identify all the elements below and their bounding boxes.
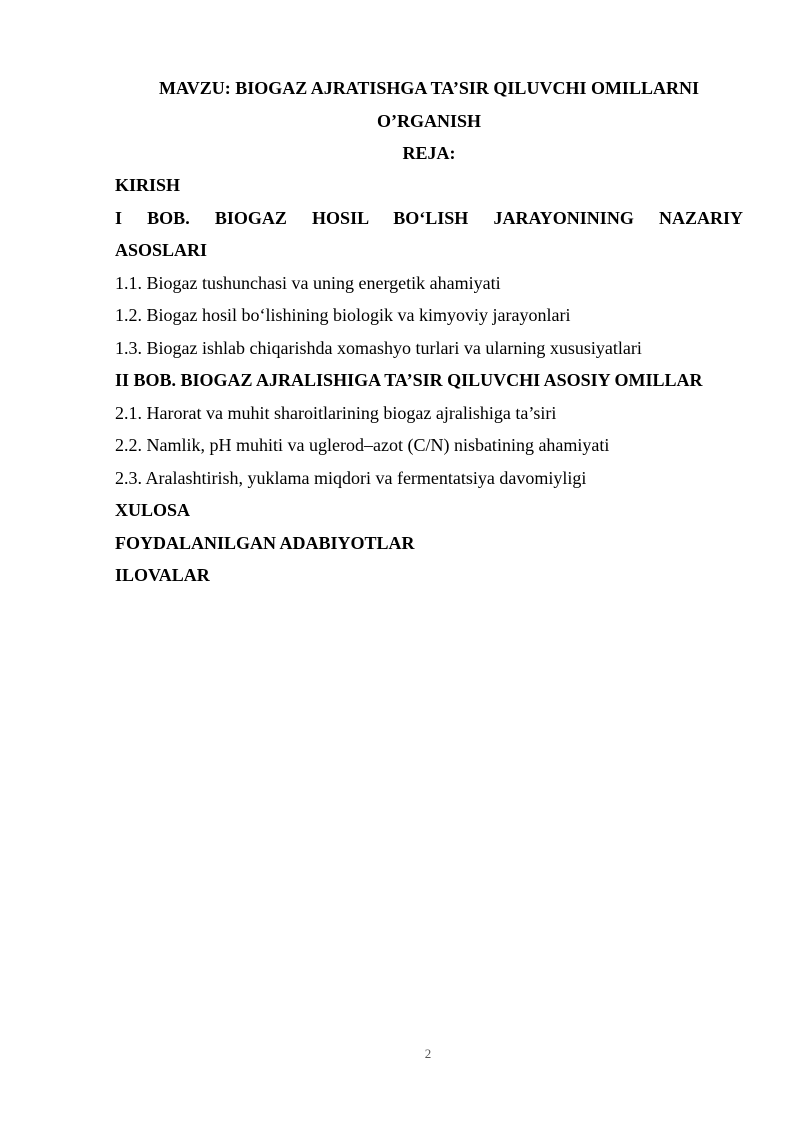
toc-chapter-1-line-1: I BOB. BIOGAZ HOSIL BO‘LISH JARAYONINING NAZARIY bbox=[115, 207, 743, 228]
toc-chapter-2: II BOB. BIOGAZ AJRALISHIGA TA’SIR QILUVCHI ASOSIY OMILLAR bbox=[115, 370, 703, 390]
toc-section-2-2: 2.2. Namlik, pH muhiti va uglerod–azot (C/N) nisbatining ahamiyati bbox=[115, 435, 610, 455]
toc-references: FOYDALANILGAN ADABIYOTLAR bbox=[115, 532, 415, 553]
toc-chapter-1-line-2: ASOSLARI bbox=[115, 240, 208, 260]
toc-intro: KIRISH bbox=[115, 175, 181, 195]
toc-section-2-3: 2.3. Aralashtirish, yuklama miqdori va fermentatsiya davomiyligi bbox=[115, 467, 587, 488]
title-line-1: MAVZU: BIOGAZ AJRATISHGA TA’SIR QILUVCHI OMILLARNI bbox=[159, 78, 699, 98]
plan-heading: REJA: bbox=[402, 143, 456, 163]
document-title bbox=[115, 72, 743, 170]
toc-section-1-1: 1.1. Biogaz tushunchasi va uning energetik ahamiyati bbox=[115, 272, 501, 293]
toc-chapter-1 bbox=[115, 202, 743, 267]
toc-section-1-3: 1.3. Biogaz ishlab chiqarishda xomashyo turlari va ularning xususiyatlari bbox=[115, 337, 642, 358]
toc-section-1-2: 1.2. Biogaz hosil bo‘lishining biologik va kimyoviy jarayonlari bbox=[115, 305, 571, 325]
toc-appendices: ILOVALAR bbox=[115, 565, 210, 585]
page-number: 2 bbox=[424, 1046, 432, 1061]
title-line-2: O’RGANISH bbox=[376, 110, 481, 131]
toc-conclusion: XULOSA bbox=[115, 500, 191, 520]
toc-section-2-1: 2.1. Harorat va muhit sharoitlarining biogaz ajralishiga ta’siri bbox=[115, 402, 557, 423]
table-of-contents bbox=[115, 169, 743, 592]
